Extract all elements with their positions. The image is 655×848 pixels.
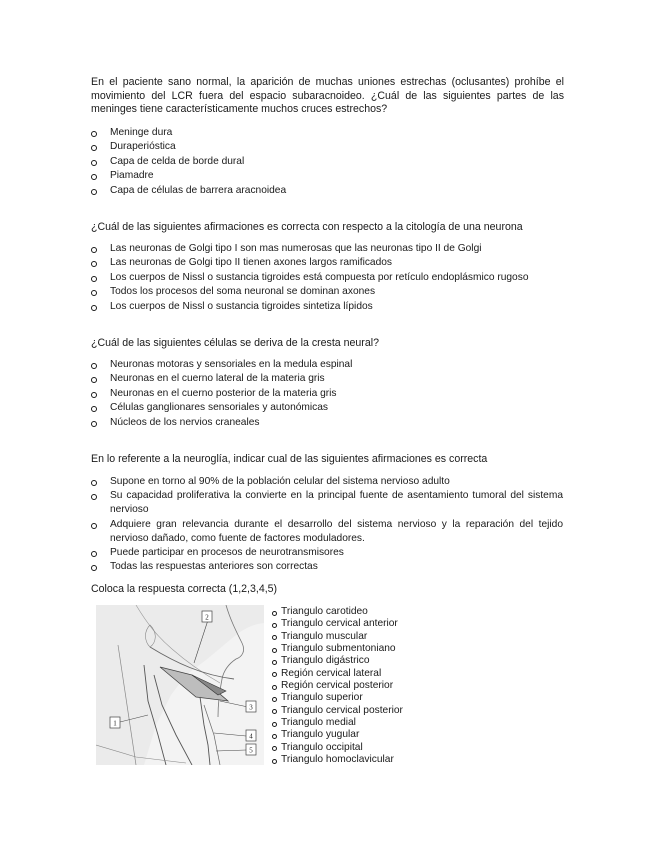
bullet-icon bbox=[91, 406, 97, 412]
bullet-icon bbox=[91, 261, 97, 267]
list-item: Núcleos de los nervios craneales bbox=[91, 416, 571, 430]
bullet-icon bbox=[272, 746, 277, 751]
list-item: Neuronas en el cuerno posterior de la materia gris bbox=[91, 387, 571, 401]
list-item: Región cervical posterior bbox=[272, 680, 403, 692]
bullet-icon bbox=[91, 247, 97, 253]
list-item: Las neuronas de Golgi tipo II tienen axones largos ramificados bbox=[91, 256, 581, 270]
bullet-icon bbox=[91, 145, 97, 151]
bullet-icon bbox=[272, 660, 277, 665]
list-item: Todas las respuestas anteriores son correctas bbox=[91, 560, 569, 574]
list-item: Todos los procesos del soma neuronal se dominan axones bbox=[91, 285, 581, 299]
bullet-icon bbox=[91, 523, 97, 529]
list-item: Las neuronas de Golgi tipo I son mas numerosas que las neuronas tipo II de Golgi bbox=[91, 242, 581, 256]
triangle-options bbox=[272, 606, 403, 766]
bullet-icon bbox=[272, 697, 277, 702]
list-item: Supone en torno al 90% de la población celular del sistema nervioso adulto bbox=[91, 475, 569, 489]
question-2-options bbox=[91, 242, 581, 314]
list-item: Duraperióstica bbox=[91, 140, 571, 154]
bullet-icon bbox=[91, 189, 97, 195]
list-item: Adquiere gran relevancia durante el desarrollo del sistema nervioso y la reparación del tejido nervioso dañado, como fuente de factores moduladores. bbox=[91, 518, 569, 546]
list-item: Triangulo cervical posterior bbox=[272, 705, 403, 717]
list-item: Puede participar en procesos de neurotransmisores bbox=[91, 546, 569, 560]
bullet-icon bbox=[91, 174, 97, 180]
figure-label-3: 3 bbox=[249, 703, 253, 712]
list-item: Piamadre bbox=[91, 169, 571, 183]
bullet-icon bbox=[272, 672, 277, 677]
question-4-options bbox=[91, 475, 569, 574]
bullet-icon bbox=[272, 611, 277, 616]
bullet-icon bbox=[272, 722, 277, 727]
list-item: Capa de células de barrera aracnoidea bbox=[91, 184, 571, 198]
list-item: Triangulo superior bbox=[272, 692, 403, 704]
figure-label-2: 2 bbox=[205, 613, 209, 622]
question-3-text: ¿Cuál de las siguientes células se deriva de la cresta neural? bbox=[91, 337, 379, 349]
list-item: Meninge dura bbox=[91, 126, 571, 140]
list-item: Capa de celda de borde dural bbox=[91, 155, 571, 169]
figure-label-4: 4 bbox=[249, 732, 253, 741]
list-item: Neuronas en el cuerno lateral de la materia gris bbox=[91, 372, 571, 386]
bullet-icon bbox=[272, 685, 277, 690]
bullet-icon bbox=[272, 648, 277, 653]
list-item: Los cuerpos de Nissl o sustancia tigroides está compuesta por retículo endoplásmico rugoso bbox=[91, 271, 581, 285]
question-3-options bbox=[91, 358, 571, 430]
figure-label-5: 5 bbox=[249, 746, 253, 755]
list-item: Triangulo submentoniano bbox=[272, 643, 403, 655]
list-item: Neuronas motoras y sensoriales en la medula espinal bbox=[91, 358, 571, 372]
bullet-icon bbox=[91, 551, 97, 557]
list-item: Triangulo muscular bbox=[272, 631, 403, 643]
bullet-icon bbox=[272, 759, 277, 764]
list-item: Triangulo digástrico bbox=[272, 655, 403, 667]
list-item: Triangulo cervical anterior bbox=[272, 618, 403, 630]
bullet-icon bbox=[91, 131, 97, 137]
bullet-icon bbox=[91, 363, 97, 369]
bullet-icon bbox=[91, 305, 97, 311]
list-item: Región cervical lateral bbox=[272, 668, 403, 680]
neck-anatomy-figure bbox=[96, 605, 264, 765]
bullet-icon bbox=[272, 635, 277, 640]
list-item: Triangulo medial bbox=[272, 717, 403, 729]
list-item: Células ganglionares sensoriales y autonómicas bbox=[91, 401, 571, 415]
question-2-text: ¿Cuál de las siguientes afirmaciones es correcta con respecto a la citología de una neurona bbox=[91, 221, 523, 233]
list-item: Su capacidad proliferativa la convierte en la principal fuente de asentamiento tumoral del sistema nervioso bbox=[91, 489, 569, 517]
question-1-text: En el paciente sano normal, la aparición de muchas uniones estrechas (oclusantes) prohíbe el movimiento del LCR fuera del espacio subaracnoideo. ¿Cuál de las siguientes partes de las meninges tiene característicamente muchos cruces estrechos? bbox=[91, 76, 564, 115]
bullet-icon bbox=[91, 392, 97, 398]
bullet-icon bbox=[91, 421, 97, 427]
question-4-text: En lo referente a la neuroglía, indicar cual de las siguientes afirmaciones es correcta bbox=[91, 453, 488, 465]
bullet-icon bbox=[91, 276, 97, 282]
bullet-icon bbox=[91, 565, 97, 571]
bullet-icon bbox=[272, 623, 277, 628]
list-item: Triangulo carotideo bbox=[272, 606, 403, 618]
bullet-icon bbox=[91, 377, 97, 383]
bullet-icon bbox=[272, 734, 277, 739]
list-item: Triangulo homoclavicular bbox=[272, 754, 403, 766]
bullet-icon bbox=[91, 290, 97, 296]
list-item: Los cuerpos de Nissl o sustancia tigroides sintetiza lípidos bbox=[91, 300, 581, 314]
bullet-icon bbox=[91, 494, 97, 500]
bullet-icon bbox=[91, 480, 97, 486]
figure-label-1: 1 bbox=[113, 719, 117, 728]
bullet-icon bbox=[91, 160, 97, 166]
list-item: Triangulo occipital bbox=[272, 742, 403, 754]
list-item: Triangulo yugular bbox=[272, 729, 403, 741]
question-1-options bbox=[91, 126, 571, 198]
exercise-prompt: Coloca la respuesta correcta (1,2,3,4,5) bbox=[91, 583, 278, 595]
bullet-icon bbox=[272, 709, 277, 714]
